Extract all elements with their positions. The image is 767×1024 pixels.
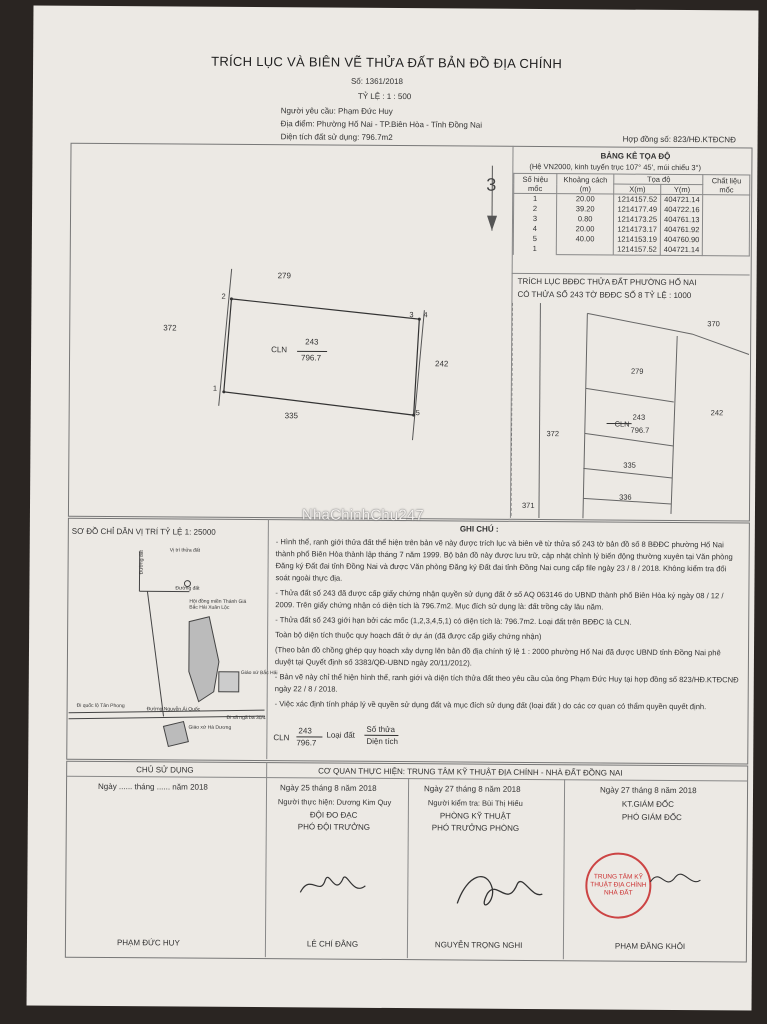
document-scale: TỶ LỆ : 1 : 500: [357, 91, 412, 102]
point-marker: [418, 318, 421, 321]
watermark: NhaChinhChu247: [301, 506, 425, 525]
cell-x: 1214173.17: [617, 224, 657, 234]
legend-cln: CLN: [273, 733, 290, 743]
cell-x: 1214177.49: [617, 204, 658, 214]
coords-title: BẢNG KÊ TỌA ĐỘ: [600, 151, 671, 161]
sketch-church: Hội đồng miền Thánh Giá Bắc Hải Xuân Lộc: [189, 598, 247, 611]
cell-y: 404761.92: [663, 224, 700, 235]
point-label-2: 2: [221, 291, 226, 301]
parcel-land-type: CLN: [271, 345, 288, 355]
document-page: [27, 5, 759, 1010]
sketch-road1: Đường đất: [138, 550, 145, 575]
location: Địa điểm: Phường Hố Nai - TP.Biên Hòa - Tỉnh Đồng Nai: [280, 119, 483, 130]
sketch-highway: Đường Nguyễn Ái Quốc: [146, 706, 201, 713]
sketch-title: SƠ ĐỒ CHỈ DẪN VỊ TRÍ TỶ LỆ 1: 25000: [71, 526, 216, 537]
point-label-5: 5: [415, 408, 420, 418]
point-label-1: 1: [212, 383, 218, 393]
requester: Người yêu cầu: Phạm Đức Huy: [280, 106, 393, 116]
coords-table: [513, 173, 751, 257]
col-distance: Khoảng cách (m): [557, 174, 615, 194]
note-paragraph: (Theo bản đồ chồng ghép quy hoạch xây dựng lên bản đồ địa chính tỷ lệ 1 : 2000 phường Hố Nai đã được UBND tỉnh Đồng Nai phê duyệt tại Quyết định số 3383/QĐ-UBND ngày 20/11/2012).: [274, 645, 721, 668]
sig2-name: LÊ CHÍ ĐẰNG: [306, 939, 359, 949]
legend-no-label: Số thửa: [366, 724, 395, 735]
excerpt-335: 335: [623, 460, 636, 470]
sig2-date: Ngày 25 tháng 8 năm 2018: [280, 783, 377, 793]
col-x: X(m): [614, 184, 661, 194]
cell-point: 1: [532, 244, 537, 254]
executor-header: CƠ QUAN THỰC HIỆN: TRUNG TÂM KỸ THUẬT ĐỊA CHÍNH - NHÀ ĐẤT ĐỒNG NAI: [318, 766, 623, 778]
cell-point: 4: [532, 224, 538, 234]
note-paragraph: - Thửa đất số 243 đã được cấp giấy chứng nhận quyền sử dụng đất ở số AQ 063146 do UBND thành phố Biên Hòa ký ngày 08 / 12 / 2009. Trên giấy chứng nhận có diện tích là 796.7m2. Mục đích sử dụng là: đất trồng cây lâu năm.: [275, 588, 724, 612]
neighbor-right: 242: [434, 359, 449, 369]
excerpt-370: 370: [707, 319, 720, 329]
sig2-line4: PHÓ ĐỘI TRƯỞNG: [297, 822, 371, 832]
table-row: [513, 193, 749, 256]
cell-distance: 20.00: [575, 224, 595, 234]
cell-point: 5: [532, 234, 537, 244]
neighbor-bottom: 335: [284, 411, 299, 421]
legend-type-label: Loại đất: [326, 730, 355, 740]
cell-y: 404761.13: [664, 214, 700, 225]
excerpt-no: 243: [632, 412, 646, 422]
parcel-area: 796.7: [301, 353, 322, 363]
sketch-west: Đi quốc lộ Tân Phong: [76, 702, 125, 710]
legend-no: 243: [298, 726, 312, 736]
sig4-date: Ngày 27 tháng 8 năm 2018: [600, 785, 697, 796]
sig2-line3: ĐỘI ĐO ĐẠC: [309, 810, 358, 820]
excerpt-279: 279: [630, 366, 644, 376]
sig1-name: PHẠM ĐỨC HUY: [116, 938, 180, 948]
location-sketch: [68, 541, 265, 757]
col-y: Y(m): [661, 184, 704, 194]
cell-point: 1: [532, 194, 538, 204]
parcel-number: 243: [305, 337, 319, 347]
neighbor-left: 372: [163, 323, 177, 333]
document-number: Số: 1361/2018: [350, 76, 404, 87]
cell-y: 404721.14: [663, 244, 700, 255]
note-paragraph: - Thửa đất số 243 giới hạn bởi các mốc (1,2,3,4,5,1) có diện tích là: 796.7m2. Loại đất trên BĐĐC là CLN.: [275, 615, 632, 627]
col-material: Chất liệu mốc: [703, 175, 750, 195]
official-stamp: TRUNG TÂM KỸ THUẬT ĐỊA CHÍNH NHÀ ĐẤT: [585, 852, 651, 918]
sig4-line3: PHÓ GIÁM ĐỐC: [621, 812, 682, 823]
excerpt-title-1: TRÍCH LỤC BĐĐC THỬA ĐẤT PHƯỜNG HỐ NAI: [517, 276, 697, 288]
notes-body: [275, 536, 740, 716]
sketch-vitri: Vị trí thửa đất: [169, 547, 201, 554]
sig4-name: PHẠM ĐĂNG KHÔI: [614, 941, 686, 952]
excerpt-371: 371: [521, 500, 535, 510]
excerpt-cln: CLN: [614, 419, 630, 429]
north-label: 3: [486, 174, 497, 195]
sketch-road2: Đường đất: [175, 585, 200, 592]
sig3-date: Ngày 27 tháng 8 năm 2018: [424, 784, 521, 794]
cell-x: 1214157.52: [617, 194, 658, 204]
sketch-market: Giáo xứ Bắc Hải: [240, 669, 278, 677]
point-label-4: 4: [423, 310, 428, 320]
point-marker: [222, 390, 225, 393]
cell-y: 404722.16: [664, 204, 700, 215]
legend-area: 796.7: [296, 738, 317, 748]
sig3-line4: PHÓ TRƯỞNG PHÒNG: [431, 823, 520, 833]
excerpt-area: 796.7: [630, 425, 650, 435]
document-title: TRÍCH LỤC VÀ BIÊN VẼ THỬA ĐẤT BẢN ĐỒ ĐỊA CHÍNH: [211, 53, 563, 72]
cell-point: 3: [532, 214, 538, 224]
excerpt-242: 242: [710, 408, 724, 418]
signature-mark: [295, 867, 375, 908]
sig1-date: Ngày ...... tháng ...... năm 2018: [98, 781, 208, 792]
legend-area-label: Diện tích: [366, 736, 398, 747]
parcel-plot: [68, 143, 513, 518]
neighbor-top: 279: [277, 271, 292, 281]
notes-title: GHI CHÚ :: [459, 524, 499, 534]
point-marker: [230, 297, 233, 300]
cell-y: 404721.14: [664, 194, 700, 205]
cell-x: 1214157.52: [617, 244, 657, 254]
note-paragraph: - Hình thể, ranh giới thửa đất thể hiện trên bản vẽ này được trích lục và biên vẽ từ thửa số 243 tờ bản đồ số 8 BĐĐC phường Hố Nai thành phố Biên Hòa thành lập tháng 7 năm 1999. Bộ bản đồ này được lưu trữ, cập nhật chỉnh lý biến động thường xuyên tại Văn phòng Đăng ký Đất đai tỉnh Đồng Nai và được Văn phòng Đăng ký Đất đai tỉnh Đồng Nai cung cấp file ngày 23 / 8 / 2018. Không kiểm tra đối soát ngoài thực địa.: [275, 537, 733, 583]
cell-distance: 20.00: [575, 194, 595, 204]
point-label-3: 3: [409, 310, 414, 320]
note-paragraph: Toàn bộ diện tích thuộc quy hoạch đất ở dự án (đã được cấp giấy chứng nhận): [275, 630, 542, 642]
cell-x: 1214153.19: [617, 234, 657, 244]
sig3-name: NGUYỄN TRỌNG NGHI: [434, 940, 523, 950]
sig4-line2: KT.GIÁM ĐỐC: [621, 799, 674, 809]
cell-distance: 40.00: [575, 234, 595, 244]
contract-number: Hợp đồng số: 823/HĐ.KTĐCNĐ: [622, 134, 736, 145]
owner-header: CHỦ SỬ DỤNG: [136, 765, 194, 775]
col-coord: Tọa độ: [614, 174, 703, 185]
sig3-line3: PHÒNG KỸ THUẬT: [439, 811, 511, 821]
note-paragraph: - Bản vẽ này chỉ thể hiện hình thể, ranh giới và diện tích thửa đất theo yêu cầu của ông Phạm Đức Huy tại hợp đồng số 823/HĐ.KTĐCNĐ ngày 22 / 8 / 2018.: [274, 672, 739, 694]
note-paragraph: - Việc xác định tính pháp lý về quyền sử dụng đất và mục đích sử dụng đất (loại đất ) do các cơ quan có thẩm quyền quyết định.: [274, 699, 707, 712]
area: Diện tích đất sử dụng: 796.7m2: [280, 132, 393, 142]
cell-y: 404760.90: [663, 234, 700, 245]
signature-mark: [447, 863, 547, 924]
sig3-line2: Người kiểm tra: Bùi Thị Hiếu: [427, 798, 523, 808]
coords-subtitle: (Hệ VN2000, kinh tuyến trục 107° 45', múi chiếu 3°): [529, 161, 702, 173]
excerpt-title-2: CÓ THỬA SỐ 243 TỜ BĐĐC SỐ 8 TỶ LỆ : 1000: [517, 289, 692, 301]
sketch-east: Đi xã ngã ba 30/4: [226, 714, 266, 722]
cell-x: 1214173.25: [617, 214, 658, 224]
sig2-line2: Người thực hiện: Dương Kim Quy: [277, 797, 392, 807]
cell-distance: 0.80: [577, 214, 593, 224]
sketch-school: Giáo xứ Hà Dương: [188, 724, 232, 731]
cell-distance: 39.20: [575, 204, 595, 214]
cell-point: 2: [532, 204, 538, 214]
excerpt-336: 336: [619, 492, 632, 502]
col-point: Số hiệu mốc: [514, 173, 557, 193]
excerpt-372: 372: [546, 429, 560, 439]
boundary-line-left: [219, 269, 232, 406]
signature-mark: [645, 862, 705, 902]
